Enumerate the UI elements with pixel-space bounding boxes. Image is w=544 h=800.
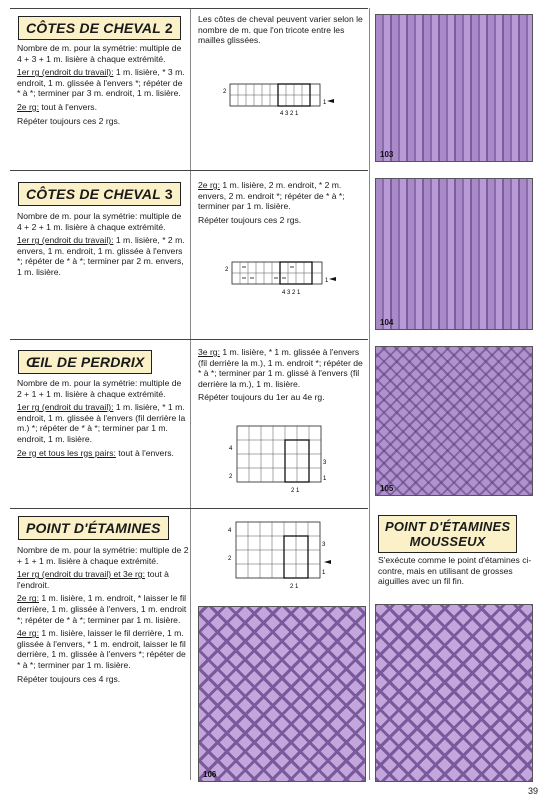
chart-row-label: 1 <box>323 100 327 106</box>
chart-row-label: 4 <box>228 528 232 534</box>
section-side-note: 3e rg: 1 m. lisière, * 1 m. glissée à l'envers (fil derrière la m.), 1 m. endroit *; répéter de * à *; terminer par 1 m. glissé à l'envers (fil derrière la m.), 1 m. lisière. Répéter toujours du 1er au 4e rg. <box>198 347 363 403</box>
section-side-note: Les côtes de cheval peuvent varier selon le nombre de m. que l'on tricote entre les mailles glissées. <box>198 14 363 46</box>
section-instructions: Nombre de m. pour la symétrie: multiple de 4 + 2 + 1 m. lisière à chaque extrémité. 1er rg (endroit du travail): 1 m. lisière, * 2 m. envers, 1 m. endroit, 1 m. glissée à l'envers *; répéter de * à *; terminer par 2 m. envers, 1 m. lisière. <box>17 211 185 277</box>
section-instructions: Nombre de m. pour la symétrie: multiple de 2 + 1 + 1 m. lisière à chaque extrémité. 1er rg (endroit du travail): 1 m. lisière, * 1 m. endroit, 1 m. glissée à l'envers (fil derrière la m.) *; répéter de * à *; terminer par 1 m. endroit, 1 m. lisière. 2e rg et tous les rgs pairs: tout à l'envers. <box>17 378 186 458</box>
chart-row-label: 3 <box>322 542 326 548</box>
section-title: CÔTES DE CHEVAL 2 <box>18 16 181 40</box>
mousseux-swatch-photo <box>375 604 533 782</box>
chart-row-label: 3 <box>323 460 327 466</box>
section-instructions: Nombre de m. pour la symétrie: multiple de 2 + 1 + 1 m. lisière à chaque extrémité. 1er rg (endroit du travail) et 3e rg: tout à l'endroit. 2e rg: 1 m. lisière, 1 m. endroit, * laisser le fil derrière, 1 m. glissée à l'envers, 1 m. endroit *; répéter de * à *; terminer par 1 m. lisière. 4e rg: 1 m. lisière, laisser le fil derrière, 1 m. glissée à l'envers, * 1 m. endroit, laisser le fil derrière, 1 m. glissée à l'envers *; répéter de * à *; terminer par 1 m. lisière. Répéter toujours ces 4 rgs. <box>17 545 189 684</box>
row-arrow-icon <box>327 99 334 103</box>
swatch-photo <box>375 178 533 330</box>
stitch-chart <box>225 422 335 498</box>
stitch-chart <box>220 78 340 120</box>
page-number: 39 <box>527 786 538 796</box>
chart-col-labels: 2 1 <box>291 488 300 494</box>
row-arrow-icon <box>329 277 336 281</box>
section-title: ŒIL DE PERDRIX <box>18 350 152 374</box>
section-divider <box>10 339 368 340</box>
swatch-number: 106 <box>203 770 217 779</box>
swatch-number: 104 <box>380 318 394 327</box>
mousseux-title: POINT D'ÉTAMINES MOUSSEUX <box>378 515 517 553</box>
swatch-number: 105 <box>380 484 394 493</box>
mousseux-text: S'exécute comme le point d'étamines ci-contre, mais en utilisant de grosses aiguilles avec un fil fin. <box>378 555 532 587</box>
section-divider <box>10 170 368 171</box>
column-divider <box>369 8 370 780</box>
section-side-note: 2e rg: 1 m. lisière, 2 m. endroit, * 2 m. envers, 2 m. endroit *; répéter de * à *; terminer par 1 m. lisière. Répéter toujours ces 2 rgs. <box>198 180 345 225</box>
section-title: POINT D'ÉTAMINES <box>18 516 169 540</box>
stitch-chart <box>224 518 334 596</box>
section-divider <box>10 8 368 9</box>
chart-row-label: 2 <box>228 556 232 562</box>
chart-row-label: 2 <box>229 474 233 480</box>
chart-row-label: 1 <box>322 570 326 576</box>
chart-row-label: 4 <box>229 446 233 452</box>
section-divider <box>10 508 368 509</box>
row-arrow-icon <box>324 560 331 564</box>
column-divider <box>190 8 191 780</box>
swatch-photo <box>375 14 533 162</box>
section-title: CÔTES DE CHEVAL 3 <box>18 182 181 206</box>
stitch-chart <box>222 256 342 302</box>
chart-col-labels: 4 3 2 1 <box>280 111 299 117</box>
chart-row-label: 2 <box>225 267 229 273</box>
section-instructions: Nombre de m. pour la symétrie: multiple de 4 + 3 + 1 m. lisière à chaque extrémité. 1er rg (endroit du travail): 1 m. lisière, * 3 m. endroit, 1 m. glissée à l'envers *; répéter de * à *; terminer par 3 m. endroit, 1 m. lisière. 2e rg: tout à l'envers. Répéter toujours ces 2 rgs. <box>17 43 185 126</box>
swatch-photo <box>198 606 366 782</box>
swatch-number: 103 <box>380 150 394 159</box>
chart-col-labels: 4 3 2 1 <box>282 290 301 296</box>
swatch-photo <box>375 346 533 496</box>
chart-row-label: 2 <box>223 89 227 95</box>
chart-row-label: 1 <box>323 476 327 482</box>
chart-col-labels: 2 1 <box>290 584 299 590</box>
chart-row-label: 1 <box>325 278 329 284</box>
